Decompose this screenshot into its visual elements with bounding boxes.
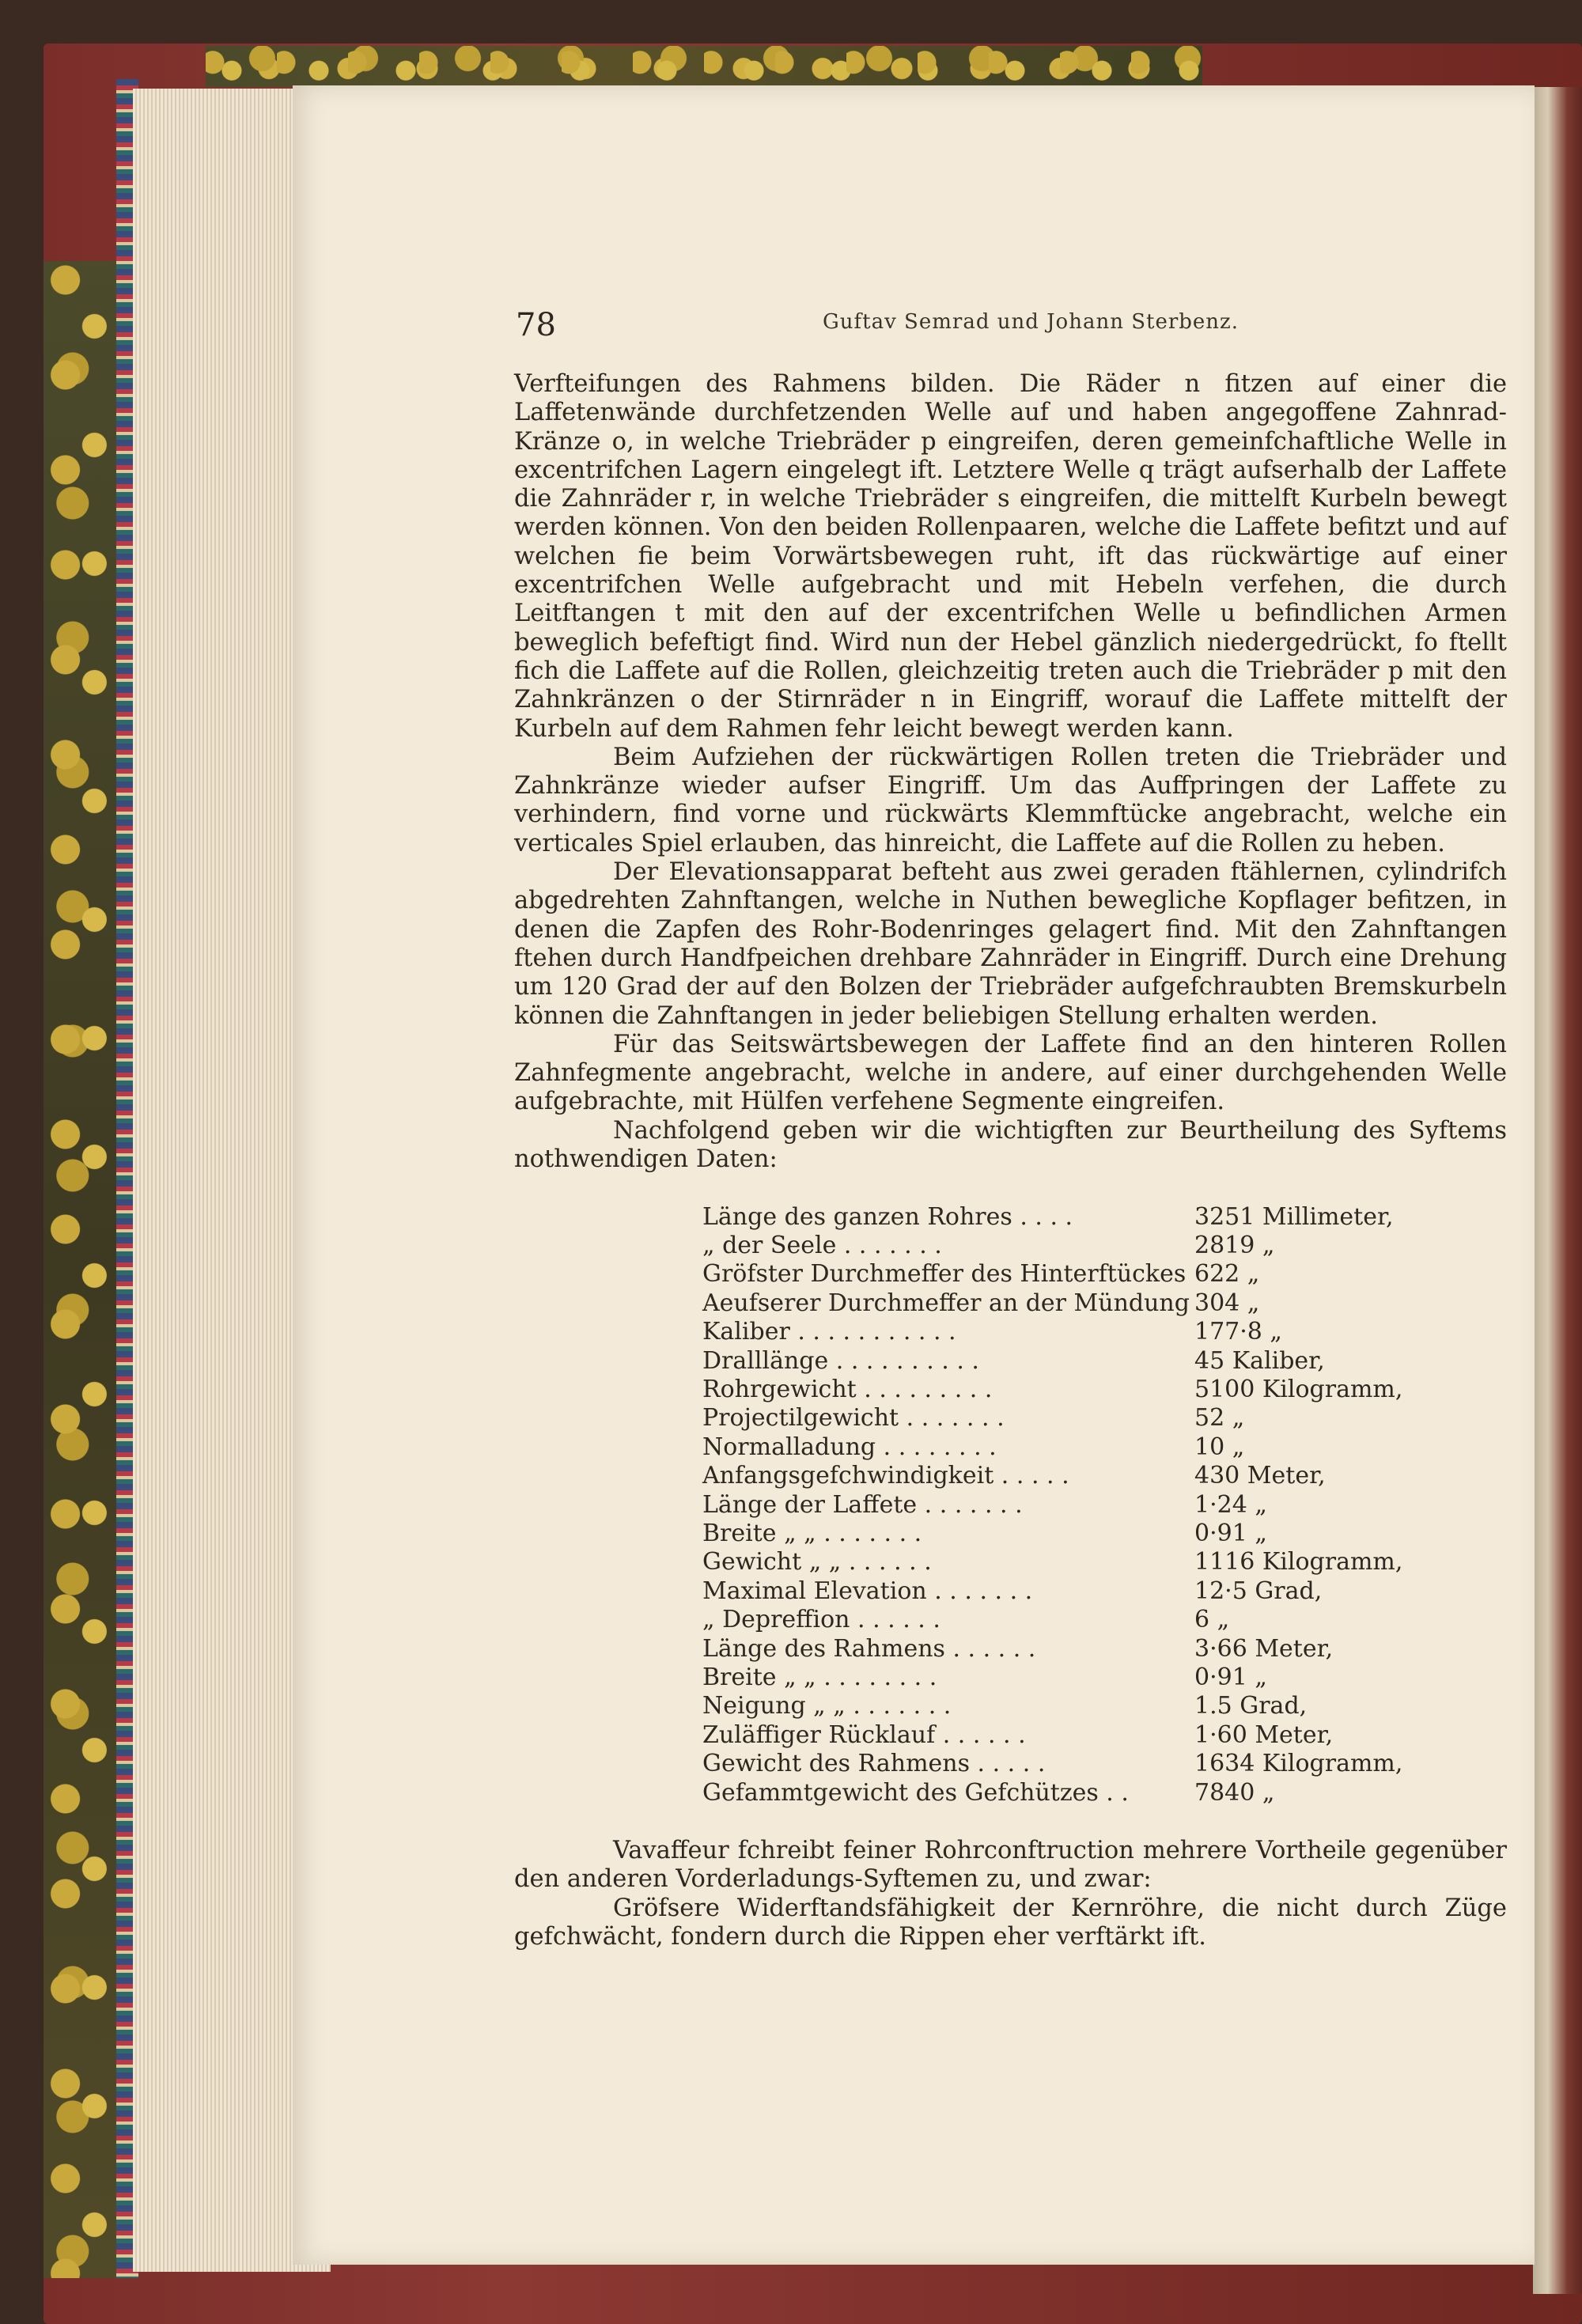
spec-label: Kaliber . . . . . . . . . . . (702, 1318, 956, 1346)
spec-label: Aeufserer Durchmeffer an der Mündung (702, 1289, 1190, 1317)
spec-label: „ Depreffion . . . . . . (702, 1606, 940, 1634)
table-row (702, 1404, 1493, 1433)
body-text-top (514, 370, 1507, 1174)
table-row (702, 1605, 1493, 1633)
marbled-edge-top (206, 46, 1202, 87)
paragraph: Nachfolgend geben wir die wichtigften zur Beurtheilung des Syftems nothwendigen Daten: (514, 1116, 1507, 1174)
table-row (702, 1462, 1493, 1490)
spec-value: 6 „ (1194, 1606, 1230, 1634)
page-number: 78 (516, 307, 556, 343)
spec-value: 1·24 „ (1194, 1490, 1267, 1519)
marbled-edge-left (44, 261, 116, 2278)
spec-label: Gewicht „ „ . . . . . . (702, 1548, 932, 1576)
spec-value: 3251 Millimeter, (1194, 1202, 1394, 1231)
spec-value: 177·8 „ (1194, 1318, 1282, 1346)
spec-label: Gefammtgewicht des Gefchützes . . (702, 1778, 1129, 1807)
spec-label: Dralllänge . . . . . . . . . . (702, 1346, 979, 1375)
spec-label: Rohrgewicht . . . . . . . . . (702, 1376, 993, 1404)
table-row (702, 1692, 1493, 1720)
table-row (702, 1663, 1493, 1691)
spec-value: 430 Meter, (1194, 1462, 1326, 1490)
table-row (702, 1548, 1493, 1576)
spec-label: Normalladung . . . . . . . . (702, 1433, 997, 1461)
spec-label: Maximal Elevation . . . . . . . (702, 1576, 1033, 1605)
spec-label: Breite „ „ . . . . . . . (702, 1519, 922, 1547)
paragraph: Beim Aufziehen der rückwärtigen Rollen treten die Triebräder und Zahnkränze wieder aufser Eingriff. Um das Auffpringen der Laffete zu verhindern, find vorne und rückwärts Klemmftücke angebracht, welche ein verticales Spiel erlauben, das hinreicht, die Laffete auf die Rollen zu heben. (514, 743, 1507, 857)
specifications-table (702, 1202, 1493, 1807)
spec-label: Zuläffiger Rücklauf . . . . . . (702, 1720, 1026, 1749)
spec-value: 10 „ (1194, 1433, 1245, 1461)
page-stack-right (1533, 87, 1582, 2294)
spec-label: Länge des Rahmens . . . . . . (702, 1634, 1036, 1663)
paragraph: Für das Seitswärtsbewegen der Laffete find an den hinteren Rollen Zahnfegmente angebracht, welche in andere, auf einer durchgehenden Welle aufgebrachte, mit Hülfen verfehene Segmente eingreifen. (514, 1030, 1507, 1116)
spec-value: 7840 „ (1194, 1778, 1275, 1807)
spec-label: Gewicht des Rahmens . . . . . (702, 1750, 1046, 1778)
table-row (702, 1346, 1493, 1375)
spec-label: Neigung „ „ . . . . . . . (702, 1692, 952, 1720)
paragraph: Vavaffeur fchreibt feiner Rohrconftruction mehrere Vortheile gegenüber den anderen Vorderladungs-Syftemen zu, und zwar: (514, 1837, 1507, 1894)
spec-label: „ der Seele . . . . . . . (702, 1232, 942, 1260)
spec-label: Gröfster Durchmeffer des Hinterftückes (702, 1260, 1186, 1289)
spec-label: Anfangsgefchwindigkeit . . . . . (702, 1462, 1069, 1490)
spec-value: 1634 Kilogramm, (1194, 1750, 1403, 1778)
spec-value: 304 „ (1194, 1289, 1260, 1317)
table-row (702, 1318, 1493, 1346)
table-row (702, 1202, 1493, 1231)
paragraph: Der Elevationsapparat befteht aus zwei geraden ftählernen, cylindrifch abgedrehten Zahnftangen, welche in Nuthen bewegliche Kopflager befitzen, in denen die Zapfen des Rohr-Bodenringes gelagert find. Mit den Zahnftangen ftehen durch Handfpeichen drehbare Zahnräder in Eingriff. Durch eine Drehung um 120 Grad der auf den Bolzen der Triebräder aufgefchraubten Bremskurbeln können die Zahnftangen in jeder beliebigen Stellung erhalten werden. (514, 858, 1507, 1030)
spec-value: 5100 Kilogramm, (1194, 1376, 1403, 1404)
table-row (702, 1490, 1493, 1519)
spec-value: 3·66 Meter, (1194, 1634, 1334, 1663)
table-row (702, 1576, 1493, 1605)
spec-label: Länge des ganzen Rohres . . . . (702, 1202, 1073, 1231)
paragraph: Gröfsere Widerftandsfähigkeit der Kernröhre, die nicht durch Züge gefchwächt, fondern durch die Rippen eher verftärkt ift. (514, 1894, 1507, 1951)
paragraph: Verfteifungen des Rahmens bilden. Die Räder n fitzen auf einer die Laffetenwände durchfetzenden Welle auf und haben angegoffene Zahnrad-Kränze o, in welche Triebräder p eingreifen, deren gemeinfchaftliche Welle in excentrifchen Lagern eingelegt ift. Letztere Welle q trägt aufserhalb der Laffete die Zahnräder r, in welche Triebräder s eingreifen, die mittelft Kurbeln bewegt werden können. Von den beiden Rollenpaaren, welche die Laffete befitzt und auf welchen fie beim Vorwärtsbewegen ruht, ift das rückwärtige auf einer excentrifchen Welle aufgebracht und mit Hebeln verfehen, die durch Leitftangen t mit den auf der excentrifchen Welle u befindlichen Armen beweglich befeftigt find. Wird nun der Hebel gänzlich niedergedrückt, fo ftellt fich die Laffete auf die Rollen, gleichzeitig treten auch die Triebräder p mit den Zahnkränzen o der Stirnräder n in Eingriff, worauf die Laffete mittelft der Kurbeln auf dem Rahmen fehr leicht bewegt werden kann. (514, 370, 1507, 743)
spec-value: 0·91 „ (1194, 1663, 1267, 1691)
spec-value: 1.5 Grad, (1194, 1692, 1308, 1720)
table-row (702, 1433, 1493, 1461)
table-row (702, 1231, 1493, 1259)
spec-value: 622 „ (1194, 1260, 1260, 1289)
table-row (702, 1749, 1493, 1777)
running-head: Guftav Semrad und Johann Sterbenz. (823, 310, 1239, 334)
spec-value: 52 „ (1194, 1404, 1245, 1433)
table-row (702, 1289, 1493, 1317)
spec-value: 1116 Kilogramm, (1194, 1548, 1403, 1576)
table-row (702, 1778, 1493, 1807)
table-row (702, 1260, 1493, 1289)
spec-value: 0·91 „ (1194, 1519, 1267, 1547)
table-row (702, 1634, 1493, 1663)
spec-label: Projectilgewicht . . . . . . . (702, 1404, 1005, 1433)
spec-label: Länge der Laffete . . . . . . . (702, 1490, 1023, 1519)
spec-value: 2819 „ (1194, 1232, 1275, 1260)
body-text-bottom (514, 1837, 1507, 1951)
spec-value: 1·60 Meter, (1194, 1720, 1334, 1749)
table-row (702, 1720, 1493, 1749)
table-row (702, 1375, 1493, 1403)
spec-value: 12·5 Grad, (1194, 1576, 1323, 1605)
spec-value: 45 Kaliber, (1194, 1346, 1325, 1375)
spec-label: Breite „ „ . . . . . . . . (702, 1663, 937, 1691)
table-row (702, 1519, 1493, 1547)
